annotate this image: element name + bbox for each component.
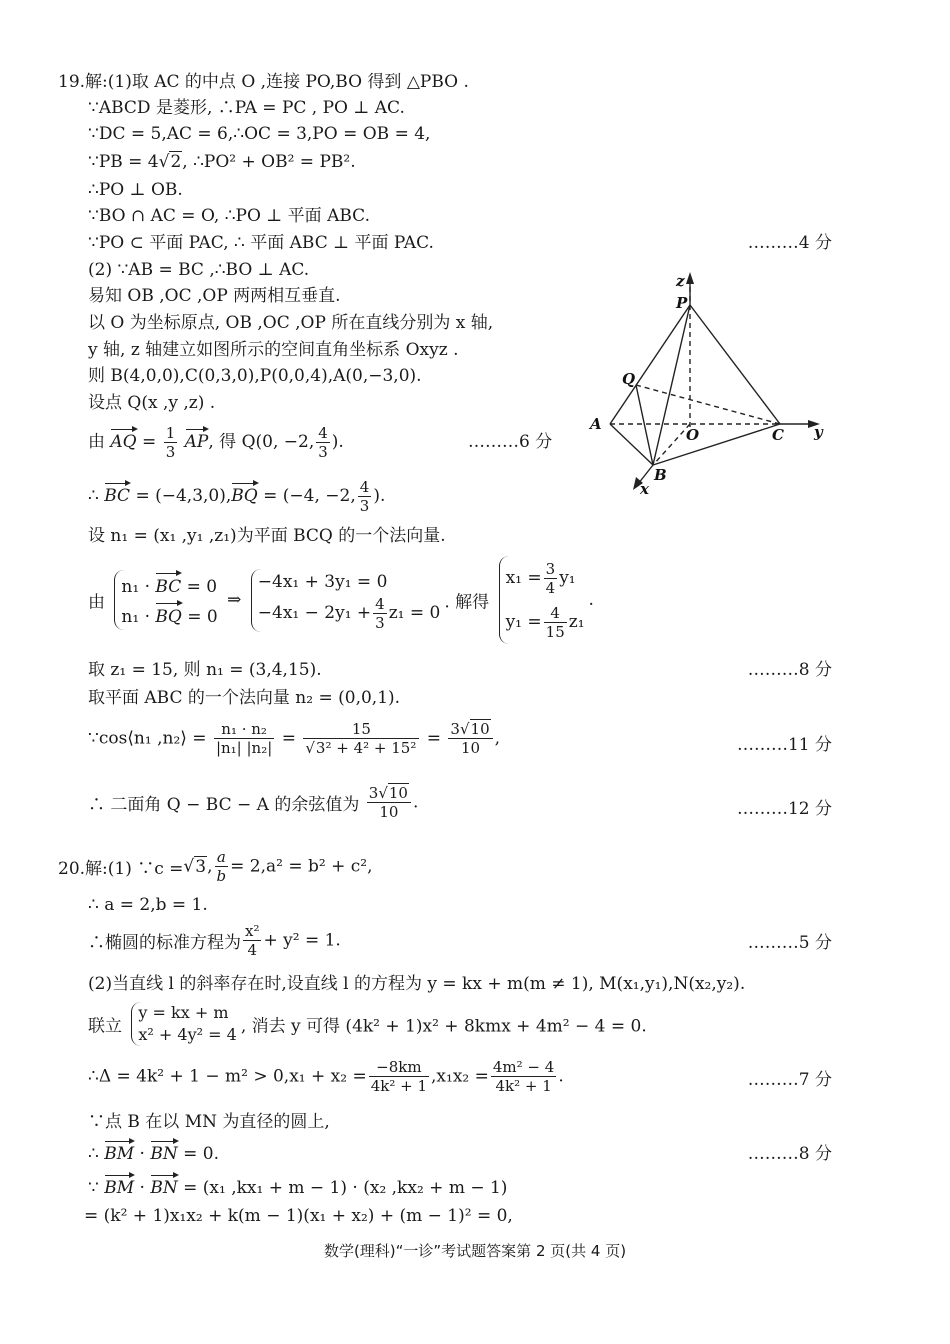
numerator: 4 (318, 424, 328, 442)
edge-qb (636, 385, 653, 465)
q19-line-19 (88, 720, 500, 757)
fraction (373, 595, 387, 632)
numerator: 1 (165, 424, 176, 442)
text: ∴椭圆的标准方程为 (88, 933, 241, 953)
q20-line-10: = (k² + 1)x₁x₂ + k(m − 1)(x₁ + x₂) + (m − 1)² = 0, (84, 1206, 513, 1226)
z-arrowhead (686, 272, 694, 284)
text: z₁ (568, 612, 585, 632)
q19-line-14 (88, 424, 344, 461)
vector-bm: BM (104, 1172, 134, 1200)
edge-ab (610, 424, 653, 465)
numerator: a (215, 848, 229, 867)
numerator: 3 (545, 560, 556, 578)
text: , (494, 728, 501, 749)
vector-bq: BQ (155, 600, 181, 630)
label-x: x (640, 480, 649, 498)
q20-line-7: ∵点 B 在以 MN 为直径的圆上, (88, 1112, 330, 1132)
q19-line-3: ∵DC = 5,AC = 6,∴OC = 3,PO = OB = 4, (88, 124, 431, 144)
q19-l4b: 2 (170, 152, 182, 172)
text: = 0 (181, 577, 218, 597)
numerator: 4 (544, 604, 567, 623)
text: , (207, 856, 213, 877)
fraction (316, 424, 330, 461)
sqrt-sign: √ (183, 856, 195, 877)
edge-pc (690, 305, 780, 424)
q19-system (88, 556, 594, 644)
edge-pb (653, 305, 690, 465)
score-5: ………5 分 (747, 933, 832, 953)
denominator: 15 (545, 623, 565, 641)
text: . (558, 1066, 564, 1087)
text: · (139, 1144, 145, 1164)
q20-line-4: (2)当直线 l 的斜率存在时,设直线 l 的方程为 y = kx + m(m ≠ 1), M(x₁,y₁),N(x₂,y₂). (88, 974, 746, 994)
q19-line-5: ∴PO ⊥ OB. (88, 180, 183, 200)
q20-line-5 (88, 1002, 647, 1046)
fraction (215, 848, 229, 885)
text: ∴ 二面角 Q − BC − A 的余弦值为 (88, 795, 360, 815)
text: ,x₁x₂ = (431, 1066, 489, 1087)
label-q: Q (622, 370, 636, 388)
text: 由 (88, 592, 105, 613)
q19-line-11: y 轴, z 轴建立如图所示的空间直角坐标系 Oxyz . (88, 340, 459, 360)
score-7: ………7 分 (747, 1070, 832, 1090)
text: , 消去 y 可得 (4k² + 1)x² + 8kmx + 4m² − 4 = 0. (240, 1016, 647, 1037)
pyramid-figure (580, 270, 840, 500)
vector-bm: BM (104, 1138, 134, 1166)
fraction (369, 1058, 429, 1095)
denominator: 4k² + 1 (495, 1077, 552, 1095)
q19-line-7: ∵PO ⊂ 平面 PAC, ∴ 平面 ABC ⊥ 平面 PAC. (88, 233, 434, 253)
denominator: b (216, 867, 227, 885)
vector-bn: BN (150, 1138, 177, 1166)
vector-bn: BN (150, 1172, 177, 1200)
q19-line-9: 易知 OB ,OC ,OP 两两相互垂直. (88, 286, 341, 306)
text: = (142, 432, 157, 452)
q19-line-15 (88, 478, 385, 515)
q19-line-16: 设 n₁ = (x₁ ,y₁ ,z₁)为平面 BCQ 的一个法向量. (88, 526, 446, 546)
text: ∴ (88, 1144, 99, 1164)
system-row (506, 556, 585, 600)
q19-line-6: ∵BO ∩ AC = O, ∴PO ⊥ 平面 ABC. (88, 206, 370, 226)
text: n₁ · (121, 607, 156, 627)
score-8b: ………8 分 (747, 1144, 832, 1164)
q19-line-2: ∵ABCD 是菱形, ∴PA = PC , PO ⊥ AC. (88, 98, 405, 118)
fraction (214, 720, 274, 757)
label-b: B (654, 466, 667, 484)
denominator: 3 (359, 497, 370, 515)
text: 联立 (88, 1016, 122, 1037)
denominator: 4k² + 1 (370, 1077, 428, 1095)
score-4: ………4 分 (747, 233, 832, 253)
system-row (121, 600, 217, 630)
label-y: y (814, 423, 823, 441)
score-12: ………12 分 (736, 799, 832, 819)
implies-arrow: ⇒ (227, 590, 242, 610)
denominator: √3² + 4² + 15² (305, 739, 417, 757)
radicand: 3² + 4² + 15² (315, 739, 417, 757)
score-6: ………6 分 (468, 432, 553, 452)
q19-l4c: , ∴PO² + OB² = PB². (182, 152, 356, 172)
system-middle (251, 569, 441, 632)
q19-line-18: 取平面 ABC 的一个法向量 n₂ = (0,0,1). (88, 688, 401, 708)
text: 由 (88, 432, 105, 452)
vector-aq: AQ (110, 426, 136, 454)
q20-line-3 (88, 922, 341, 959)
text: ). (373, 486, 386, 506)
text: ). (331, 432, 344, 452)
text: z₁ = 0 (388, 602, 441, 623)
system-right (499, 556, 585, 644)
denominator: 10 (460, 739, 481, 757)
numerator: 4m² − 4 (492, 1058, 555, 1076)
radicand: 3 (195, 856, 207, 877)
fraction (303, 720, 419, 757)
numerator: 4 (359, 478, 370, 496)
system-row (506, 600, 585, 644)
text: x₁ = (505, 568, 542, 588)
text: ∴Δ = 4k² + 1 − m² > 0,x₁ + x₂ = (88, 1066, 367, 1087)
q19-l4a: ∵PB = 4 (88, 152, 159, 172)
text: = (x₁ ,kx₁ + m − 1) · (x₂ ,kx₂ + m − 1) (183, 1178, 508, 1198)
text: = 2,a² = b² + c², (230, 856, 373, 877)
text: · (139, 1178, 145, 1198)
numerator: −8km (369, 1058, 429, 1077)
q19-line-4 (88, 150, 356, 174)
text: + y² = 1. (263, 930, 341, 951)
text: . 解得 (444, 592, 490, 613)
q20-line-6 (88, 1058, 564, 1095)
numerator: 15 (303, 720, 419, 739)
text: y₁ (559, 568, 576, 588)
text: ∵cos⟨n₁ ,n₂⟩ = (88, 728, 207, 749)
q20-line-2: ∴ a = 2,b = 1. (88, 895, 208, 915)
label-a: A (590, 415, 602, 433)
sqrt-sign: √ (158, 152, 170, 172)
label-z: z (676, 272, 685, 290)
q19-line-12: 则 B(4,0,0),C(0,3,0),P(0,0,4),A(0,−3,0). (88, 366, 422, 386)
text: . (412, 792, 419, 813)
q19-line-8: (2) ∵AB = BC ,∴BO ⊥ AC. (88, 260, 310, 280)
fraction (448, 720, 492, 757)
fraction (243, 922, 261, 959)
vector-ap: AP (185, 426, 209, 454)
text: , 得 Q(0, −2, (208, 432, 315, 452)
q19-line-1: 19.解:(1)取 AC 的中点 O ,连接 PO,BO 得到 △PBO . (58, 72, 469, 92)
score-8: ………8 分 (747, 660, 832, 680)
numerator: n₁ · n₂ (214, 720, 274, 739)
text: ∵ (88, 1178, 99, 1198)
fraction (544, 560, 558, 597)
score-11: ………11 分 (736, 735, 832, 755)
text: = (−4, −2, (263, 486, 356, 506)
radicand: 10 (388, 784, 408, 802)
page-footer: 数学(理科)“一诊”考试题答案第 2 页(共 4 页) (323, 1242, 627, 1260)
q20-line-1 (58, 848, 372, 885)
text: = (426, 728, 442, 749)
denominator: 4 (247, 941, 258, 959)
radicand: 10 (470, 720, 490, 738)
text: 3 (450, 720, 460, 738)
system-row: −4x₁ + 3y₁ = 0 (257, 571, 388, 592)
denominator: 3 (318, 443, 328, 461)
numerator: 3√10 (367, 784, 411, 803)
text: = 0. (183, 1144, 220, 1164)
system-row: y = kx + m (138, 1003, 229, 1022)
label-p: P (676, 294, 688, 312)
text: n₁ · (121, 577, 156, 597)
edge-pa (610, 305, 690, 424)
system-left (114, 570, 217, 630)
fraction (164, 424, 178, 461)
numerator: 4 (375, 594, 385, 613)
denominator: 3 (375, 613, 385, 632)
vector-bc: BC (155, 570, 181, 600)
denominator: |n₁| |n₂| (215, 739, 273, 757)
text: 20.解:(1) ∵c = (58, 859, 184, 879)
text: = (281, 728, 296, 749)
denominator: 10 (379, 803, 399, 821)
denominator: 4 (545, 579, 556, 597)
text: y₁ = (505, 612, 542, 632)
denominator: 3 (165, 443, 176, 461)
system-ellipse (131, 1002, 236, 1046)
system-row: x² + 4y² = 4 (138, 1025, 237, 1044)
text: ∴ (88, 486, 99, 506)
q19-line-10: 以 O 为坐标原点, OB ,OC ,OP 所在直线分别为 x 轴, (88, 313, 494, 333)
text: . (588, 590, 594, 610)
vector-bc: BC (104, 480, 130, 508)
text: = 0 (181, 607, 218, 627)
fraction (367, 784, 411, 821)
q19-line-13: 设点 Q(x ,y ,z) . (88, 393, 216, 413)
vector-bq: BQ (231, 480, 257, 508)
system-row (121, 570, 217, 600)
text: = (−4,3,0), (135, 486, 232, 506)
text: −4x₁ − 2y₁ + (257, 602, 372, 623)
system-row (258, 595, 441, 632)
fraction (358, 478, 372, 515)
label-c: C (772, 426, 784, 444)
fraction (491, 1058, 556, 1095)
q19-line-17: 取 z₁ = 15, 则 n₁ = (3,4,15). (88, 660, 322, 680)
q20-line-8 (88, 1138, 219, 1166)
q19-line-20 (88, 784, 418, 821)
edge-qc-hidden (636, 385, 780, 424)
numerator: x² (245, 922, 260, 940)
q20-line-9 (88, 1172, 507, 1200)
text: 3 (368, 784, 379, 802)
numerator: 3√10 (448, 720, 492, 739)
fraction (544, 604, 567, 641)
label-o: O (686, 426, 700, 444)
